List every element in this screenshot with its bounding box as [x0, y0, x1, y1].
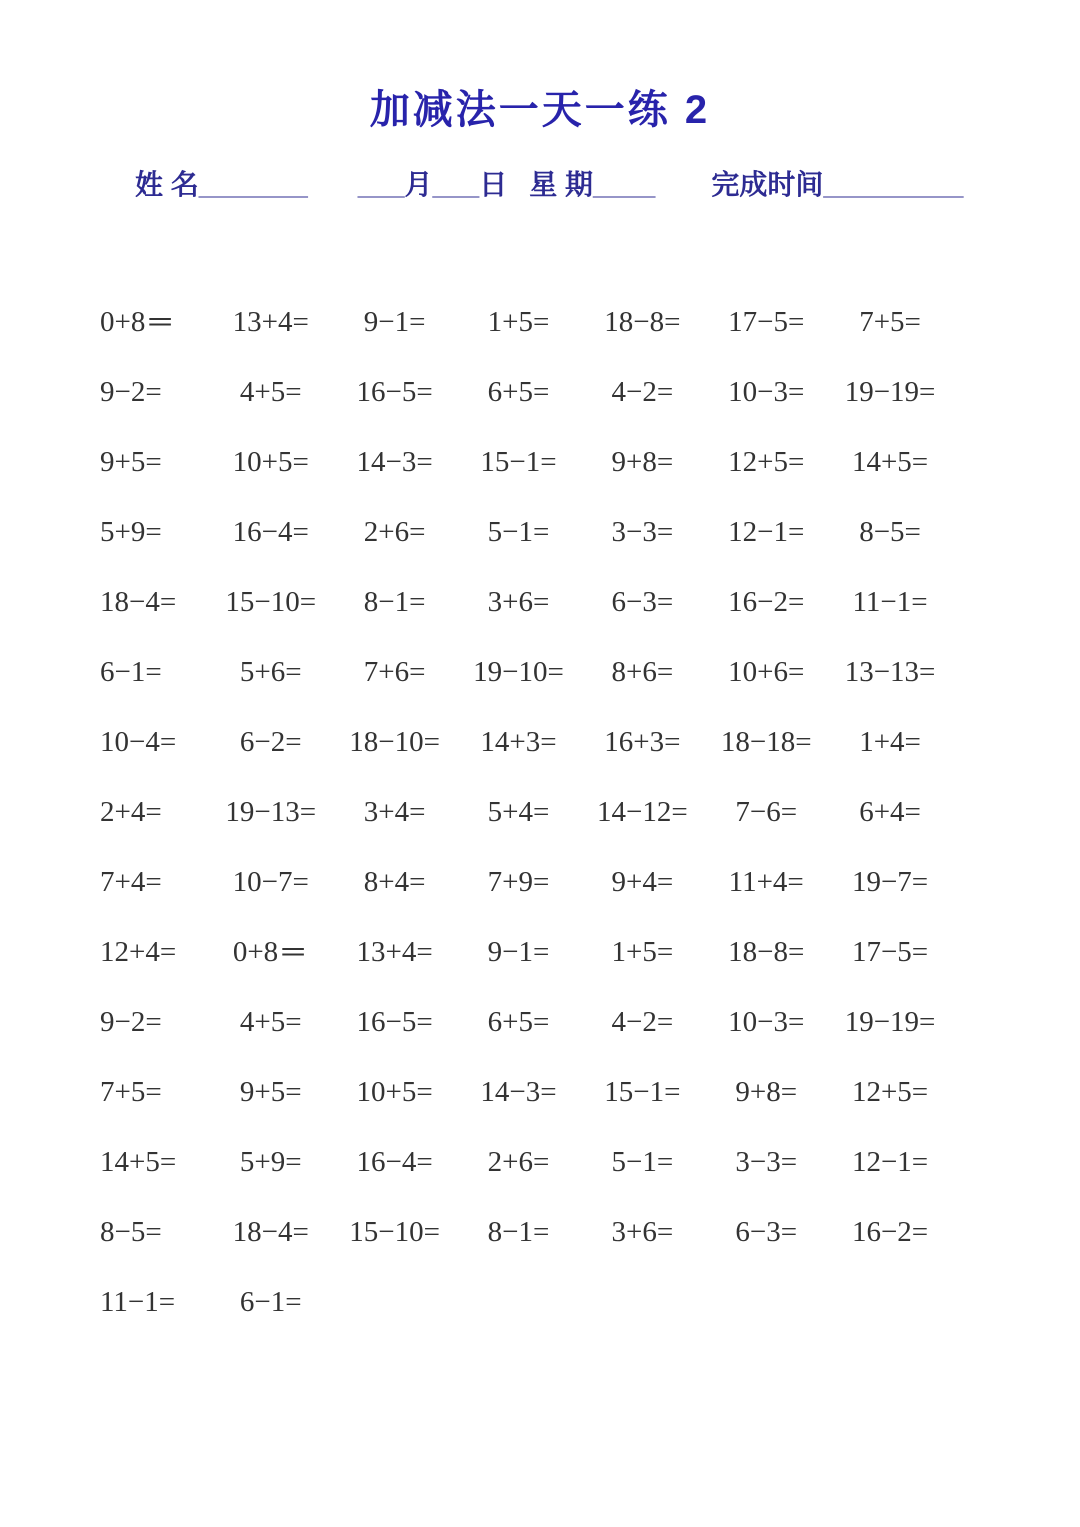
problem: 1+5= [611, 935, 674, 968]
problem: 1+5= [487, 305, 550, 338]
problem: 10−4= [100, 725, 177, 758]
problem: 10−7= [232, 865, 309, 898]
problem-row [85, 427, 952, 497]
problem: 16−5= [356, 375, 433, 408]
problems-grid [85, 287, 952, 1337]
problem: 12+5= [851, 1075, 929, 1108]
problem: 8+6= [611, 655, 674, 688]
problem: 6−1= [100, 655, 162, 688]
problem: 16−5= [356, 1005, 433, 1038]
problem: 6−1= [239, 1285, 302, 1318]
problem: 13−13= [844, 655, 936, 688]
problem: 14+5= [851, 445, 929, 478]
problem: 6+5= [487, 375, 550, 408]
problem: 9−1= [487, 935, 550, 968]
problem: 16−2= [851, 1215, 929, 1248]
problem: 12−1= [851, 1145, 929, 1178]
problem-row [85, 777, 952, 847]
problem: 10+6= [728, 655, 805, 688]
problem: 19−13= [225, 795, 317, 828]
problem: 19−7= [851, 865, 929, 898]
problem: 8−1= [363, 585, 426, 618]
problem: 15−10= [349, 1215, 440, 1248]
problem-row [85, 637, 952, 707]
problem: 9−2= [100, 375, 162, 408]
problem: 7−6= [735, 795, 798, 828]
problem: 16+3= [604, 725, 681, 758]
problem: 6−3= [735, 1215, 798, 1248]
problem: 13+4= [356, 935, 433, 968]
problem: 14−3= [356, 445, 433, 478]
problem: 3−3= [735, 1145, 798, 1178]
problem: 8−1= [487, 1215, 550, 1248]
problem: 6−2= [239, 725, 302, 758]
problem-row [85, 567, 952, 637]
problem: 3+4= [363, 795, 426, 828]
problem: 12+5= [728, 445, 805, 478]
problem: 9+8= [735, 1075, 798, 1108]
problem: 0+8= [232, 935, 307, 968]
problem: 8+4= [363, 865, 426, 898]
problem: 11−1= [852, 585, 928, 618]
problem-row [85, 707, 952, 777]
problem: 14+5= [100, 1145, 177, 1178]
problem: 7+5= [859, 305, 921, 338]
problem: 19−19= [844, 375, 936, 408]
problem: 16−4= [232, 515, 309, 548]
problem: 4+5= [239, 375, 302, 408]
problem: 7+4= [100, 865, 162, 898]
problem: 19−19= [844, 1005, 936, 1038]
problem: 4−2= [611, 1005, 674, 1038]
problem: 2+4= [100, 795, 162, 828]
worksheet-title: 加减法一天一练 2 [369, 88, 711, 132]
problem-row [85, 287, 952, 357]
problem: 7+6= [363, 655, 426, 688]
problem: 6+5= [487, 1005, 550, 1038]
problem-row [85, 1197, 952, 1267]
problem: 7+9= [487, 865, 550, 898]
problem: 4−2= [611, 375, 674, 408]
problem: 4+5= [239, 1005, 302, 1038]
problem-row [85, 1057, 952, 1127]
problem: 9−1= [363, 305, 426, 338]
completion-time-field: 完成时间_________ [711, 169, 964, 200]
problem: 5+9= [100, 515, 162, 548]
problem: 7+5= [100, 1075, 162, 1108]
problem: 9+5= [100, 445, 162, 478]
problem-row [85, 987, 952, 1057]
problem: 10+5= [232, 445, 309, 478]
problem: 5+6= [239, 655, 302, 688]
problem: 3+6= [611, 1215, 674, 1248]
problem: 2+6= [487, 1145, 550, 1178]
problem: 14−3= [480, 1075, 557, 1108]
problem: 5−1= [611, 1145, 674, 1178]
problem-row [85, 917, 952, 987]
problem-row [85, 1127, 952, 1197]
problem: 18−8= [728, 935, 805, 968]
student-info-line [135, 163, 964, 203]
problem: 17−5= [728, 305, 805, 338]
date-field: ___月___日 [357, 169, 508, 200]
problem: 10−3= [728, 1005, 805, 1038]
problem: 15−1= [604, 1075, 681, 1108]
problem: 10+5= [356, 1075, 433, 1108]
problem: 6+4= [859, 795, 921, 828]
problem: 12+4= [100, 935, 177, 968]
problem: 12−1= [728, 515, 805, 548]
problem: 18−4= [232, 1215, 309, 1248]
problem: 5+4= [487, 795, 550, 828]
problem-row [85, 1267, 952, 1337]
problem: 16−2= [728, 585, 805, 618]
problem-row [85, 497, 952, 567]
wide-equals-sign: = [147, 305, 174, 338]
problem: 18−10= [349, 725, 440, 758]
problem: 10−3= [728, 375, 805, 408]
problem: 1+4= [859, 725, 921, 758]
problem: 14+3= [480, 725, 557, 758]
problem: 15−10= [225, 585, 317, 618]
problem: 5+9= [239, 1145, 302, 1178]
problem: 5−1= [487, 515, 550, 548]
problem: 19−10= [473, 655, 564, 688]
problem: 3−3= [611, 515, 674, 548]
problem: 2+6= [363, 515, 426, 548]
problem: 17−5= [851, 935, 929, 968]
problem: 3+6= [487, 585, 550, 618]
problem: 9+8= [611, 445, 674, 478]
problem: 13+4= [232, 305, 309, 338]
problem: 9+5= [239, 1075, 302, 1108]
problem: 9+4= [611, 865, 674, 898]
problem: 6−3= [611, 585, 674, 618]
problem: 0+8= [100, 305, 174, 338]
problem-row [85, 847, 952, 917]
name-field: 姓 名_______ [135, 169, 308, 200]
problem: 18−8= [604, 305, 681, 338]
problem-row [85, 357, 952, 427]
problem: 9−2= [100, 1005, 162, 1038]
problem: 8−5= [100, 1215, 162, 1248]
problem: 11+4= [728, 865, 804, 898]
wide-equals-sign: = [280, 935, 307, 968]
problem: 16−4= [356, 1145, 433, 1178]
problem: 11−1= [100, 1285, 176, 1318]
problem: 14−12= [596, 795, 688, 828]
problem: 18−18= [720, 725, 812, 758]
problem: 8−5= [859, 515, 921, 548]
problem: 15−1= [480, 445, 557, 478]
problem: 18−4= [100, 585, 177, 618]
week-field: 星 期____ [529, 169, 656, 200]
